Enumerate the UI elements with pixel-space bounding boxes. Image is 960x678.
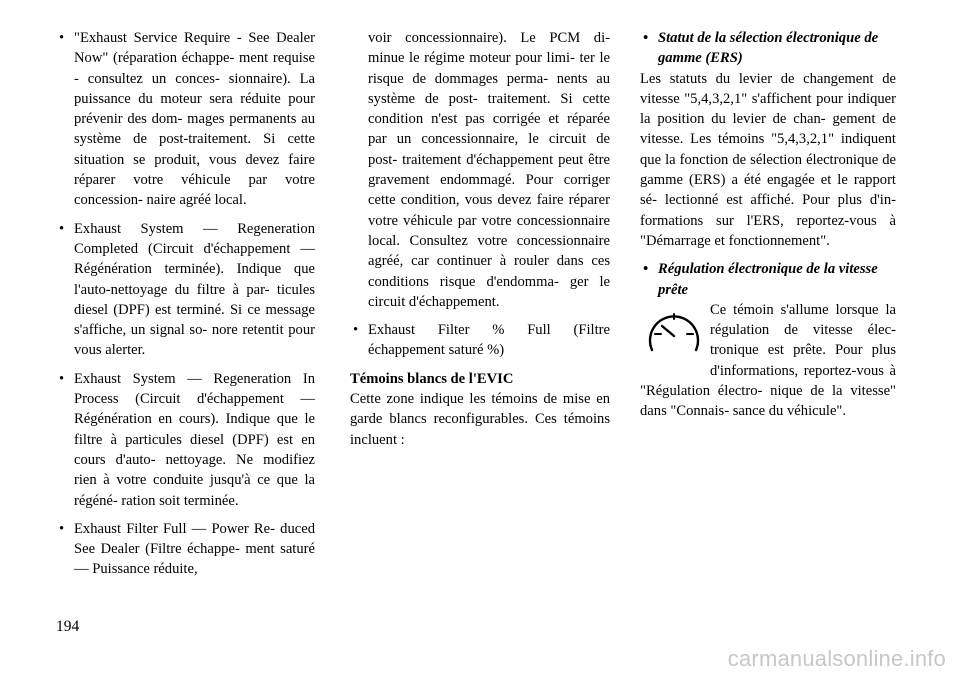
column-1 xyxy=(56,28,315,588)
section-paragraph: Cette zone indique les témoins de mise en garde blancs reconfigurables. Ces témoins incluent : xyxy=(350,391,610,448)
list-item-continuation: voir concessionnaire). Le PCM di- minue le régime moteur pour limi- ter le risque de dommages perma- nents au système de post- traitement. Si cette condition n'est pas corrigée et réparée par un concessionnaire, le circuit de post- traitement d'échappement peut être gravement endommagé. Pour corriger cette condition, vous devez faire réparer votre véhicule par votre concessionnaire local. Consultez votre concessionnaire agréé, car continuer à rouler dans ces conditions risque d'endomma- ger le circuit d'échappement. xyxy=(368,30,610,310)
list-item-exhaust-filter-full: • Exhaust Filter Full — Power Re- duced See Dealer (Filtre échappe- ment saturé — Puissance réduite, xyxy=(56,519,315,580)
speedometer-icon xyxy=(644,306,704,362)
page-number: 194 xyxy=(56,618,80,635)
column-3 xyxy=(640,28,896,422)
list-item-exhaust-service: • "Exhaust Service Require - See Dealer Now" (réparation échappe- ment requise - consultez un conces- sionnaire). La puissance du moteur sera réduite pour prévenir des dom- mages permanents au système de post-traitement. Si cette situation se produit, vous devez faire réparer votre véhicule par votre concession- naire agréé local. xyxy=(56,28,315,211)
list-item-ers-status: • Statut de la sélection électronique de gamme (ERS) xyxy=(640,28,896,69)
list-item-regeneration-in-process: • Exhaust System — Regeneration In Process (Circuit d'échappement — Régénération en cours). Indique que le filtre à particules diesel (DPF) est en cours d'auto- nettoyage. Ne modifiez rien à votre conduite jusqu'à ce que la régéné- ration soit terminée. xyxy=(56,369,315,511)
ers-paragraph: Les statuts du levier de changement de vitesse "5,4,3,2,1" s'affichent pour indiquer la position du levier de chan- gement de vitesse. Les témoins "5,4,3,2,1" indiquent que la fonction de sélection électronique de gamme (ERS) a été engagée et le rapport sé- lectionné est affiché. Pour plus d'in- formations sur l'ERS, reportez-vous à "Démarrage et fonctionnement". xyxy=(640,70,896,249)
list-item-speed-control-ready: • Régulation électronique de la vitesse prête xyxy=(640,259,896,300)
section-heading: Témoins blancs de l'EVIC xyxy=(350,370,514,387)
speed-control-paragraph xyxy=(640,300,896,422)
watermark: carmanualsonline.info xyxy=(727,646,946,671)
list-item-regeneration-completed: • Exhaust System — Regeneration Completed (Circuit d'échappement — Régénération terminée). Indique que l'auto-nettoyage du filtre à par- ticules diesel (DPF) est terminé. Si ce message s'affiche, un signal so- nore retentit pour vous alerter. xyxy=(56,219,315,361)
column-2 xyxy=(350,28,610,458)
list-item-exhaust-filter-percent: • Exhaust Filter % Full (Filtre échappement saturé %) xyxy=(350,320,610,361)
speed-control-text: Ce témoin s'allume lorsque la régulation de vitesse élec- tronique est prête. Pour plus d'informations, reportez-vous à "Régulation électro- nique de la vitesse" dans "Connais- sance du véhicule". xyxy=(640,301,896,420)
